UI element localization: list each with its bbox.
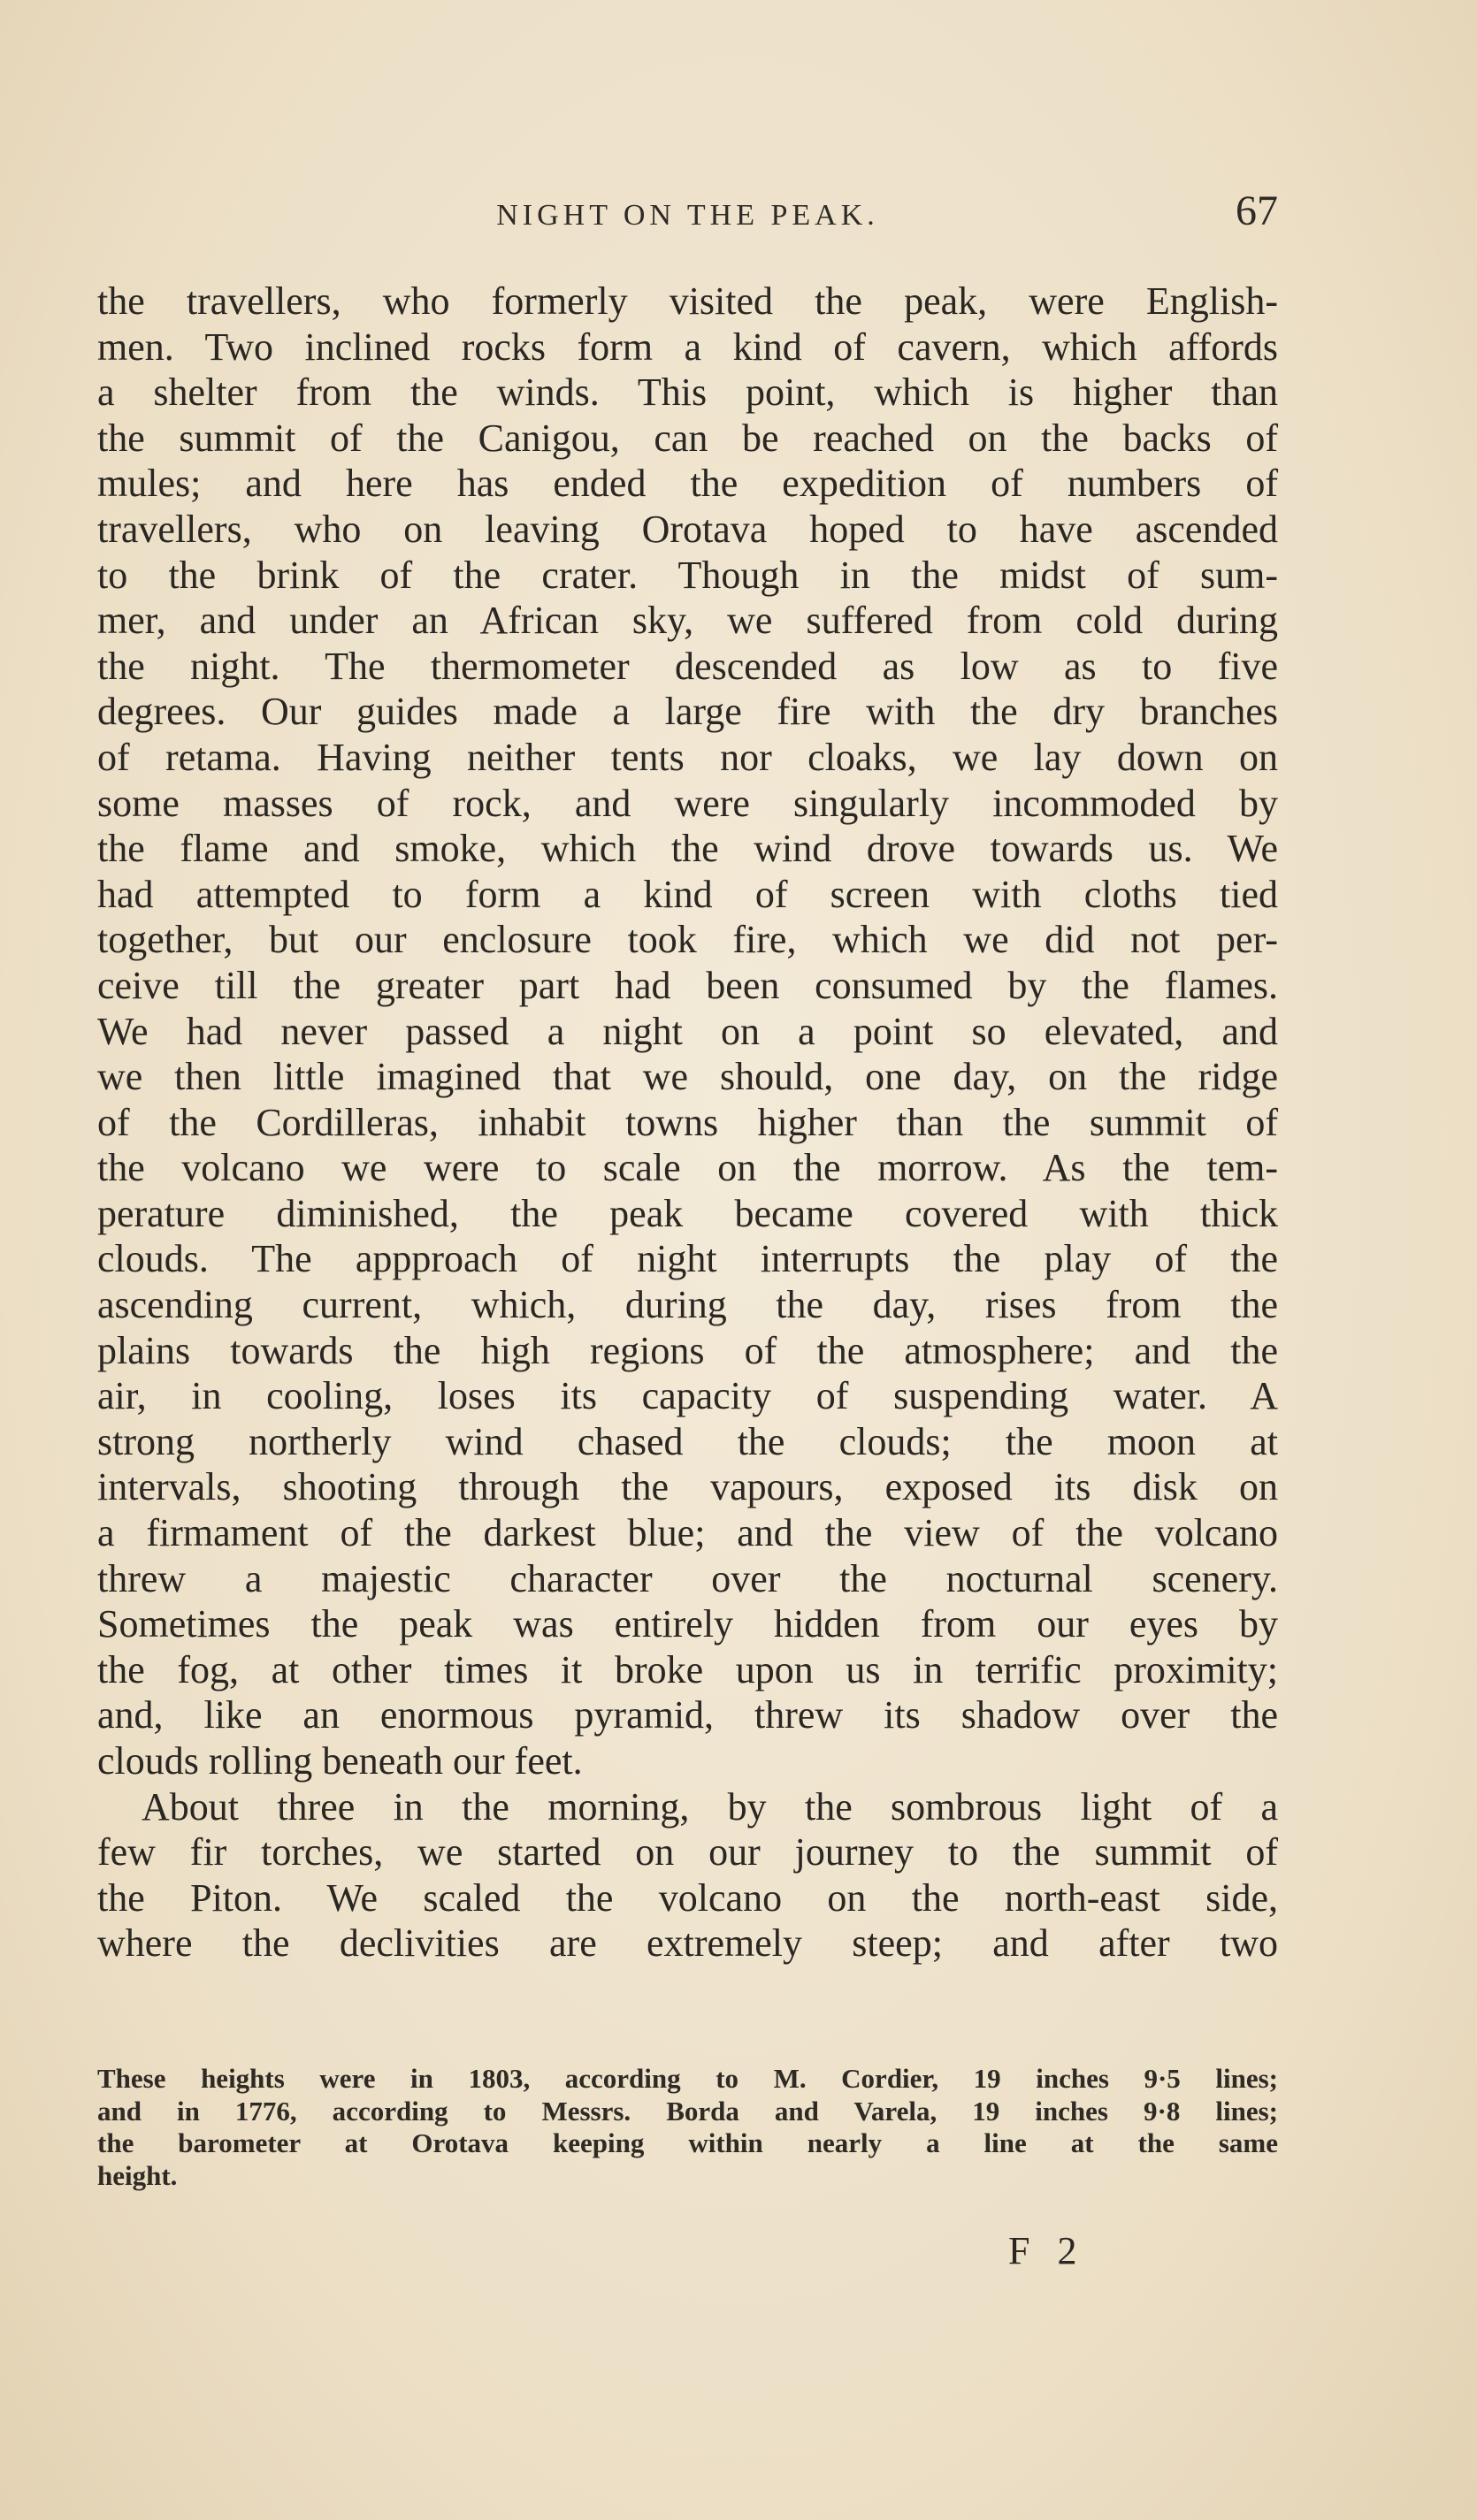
text-line: we then little imagined that we should, one day, on the ridge xyxy=(97,1055,1278,1099)
running-head xyxy=(97,181,1278,252)
text-line: of retama. Having neither tents nor cloaks, we lay down on xyxy=(97,735,1278,779)
text-line: plains towards the high regions of the atmosphere; and the xyxy=(97,1328,1278,1372)
text-line: degrees. Our guides made a large fire with the dry branches xyxy=(97,690,1278,734)
body-text xyxy=(97,279,1278,1966)
text-line: travellers, who on leaving Orotava hoped to have ascended xyxy=(97,507,1278,551)
text-line: air, in cooling, loses its capacity of suspending water. A xyxy=(97,1374,1278,1418)
text-line: clouds. The appproach of night interrupts the play of the xyxy=(97,1237,1278,1281)
text-line: strong northerly wind chased the clouds; the moon at xyxy=(97,1419,1278,1463)
text-line: the travellers, who formerly visited the peak, were English- xyxy=(97,279,1278,323)
text-line: together, but our enclosure took fire, which we did not per- xyxy=(97,918,1278,962)
text-line: the summit of the Canigou, can be reached on the backs of xyxy=(97,416,1278,460)
footnote-line: and in 1776, according to Messrs. Borda and Varela, 19 inches 9·8 lines; xyxy=(97,2095,1278,2127)
paragraph-start-line: About three in the morning, by the sombrous light of a xyxy=(142,1784,1278,1829)
text-line: intervals, shooting through the vapours, exposed its disk on xyxy=(97,1465,1278,1509)
text-line: Sometimes the peak was entirely hidden from our eyes by xyxy=(97,1602,1278,1646)
text-line: the night. The thermometer descended as low as to five xyxy=(97,644,1278,688)
running-title: NIGHT ON THE PEAK. xyxy=(496,199,879,232)
footnote-line: These heights were in 1803, according to M. Cordier, 19 inches 9·5 lines; xyxy=(97,2063,1278,2094)
text-line: the Piton. We scaled the volcano on the north-east side, xyxy=(97,1875,1278,1920)
text-line: a shelter from the winds. This point, which is higher than xyxy=(97,370,1278,415)
text-line: and, like an enormous pyramid, threw its shadow over the xyxy=(97,1693,1278,1737)
text-line: ascending current, which, during the day, rises from the xyxy=(97,1283,1278,1327)
text-line: had attempted to form a kind of screen with cloths tied xyxy=(97,872,1278,916)
footnote xyxy=(97,2063,1278,2192)
text-line: of the Cordilleras, inhabit towns higher than the summit of xyxy=(97,1100,1278,1144)
text-line: mer, and under an African sky, we suffered from cold during xyxy=(97,599,1278,643)
text-line: threw a majestic character over the nocturnal scenery. xyxy=(97,1556,1278,1600)
text-line: few fir torches, we started on our journey to the summit of xyxy=(97,1830,1278,1875)
paragraph-end-line: clouds rolling beneath our feet. xyxy=(97,1739,583,1783)
text-line: some masses of rock, and were singularly incommoded by xyxy=(97,781,1278,825)
text-line: the fog, at other times it broke upon us in terrific proximity; xyxy=(97,1647,1278,1691)
footnote-line: the barometer at Orotava keeping within nearly a line at the same xyxy=(97,2127,1278,2158)
footnote-line: height. xyxy=(97,2159,178,2191)
text-line: a firmament of the darkest blue; and the view of the volcano xyxy=(97,1511,1278,1555)
signature-mark: F 2 xyxy=(1008,2229,1086,2272)
page-number: 67 xyxy=(1236,187,1278,234)
text-line: the volcano we were to scale on the morrow. As the tem- xyxy=(97,1146,1278,1190)
text-line: men. Two inclined rocks form a kind of cavern, which affords xyxy=(97,325,1278,369)
text-line: to the brink of the crater. Though in the midst of sum- xyxy=(97,553,1278,597)
text-line: where the declivities are extremely steep; and after two xyxy=(97,1921,1278,1966)
text-line: ceive till the greater part had been consumed by the flames. xyxy=(97,963,1278,1007)
text-line: mules; and here has ended the expedition of numbers of xyxy=(97,462,1278,506)
text-line: the flame and smoke, which the wind drove towards us. We xyxy=(97,827,1278,871)
text-line: We had never passed a night on a point so elevated, and xyxy=(97,1009,1278,1053)
text-line: perature diminished, the peak became covered with thick xyxy=(97,1191,1278,1235)
